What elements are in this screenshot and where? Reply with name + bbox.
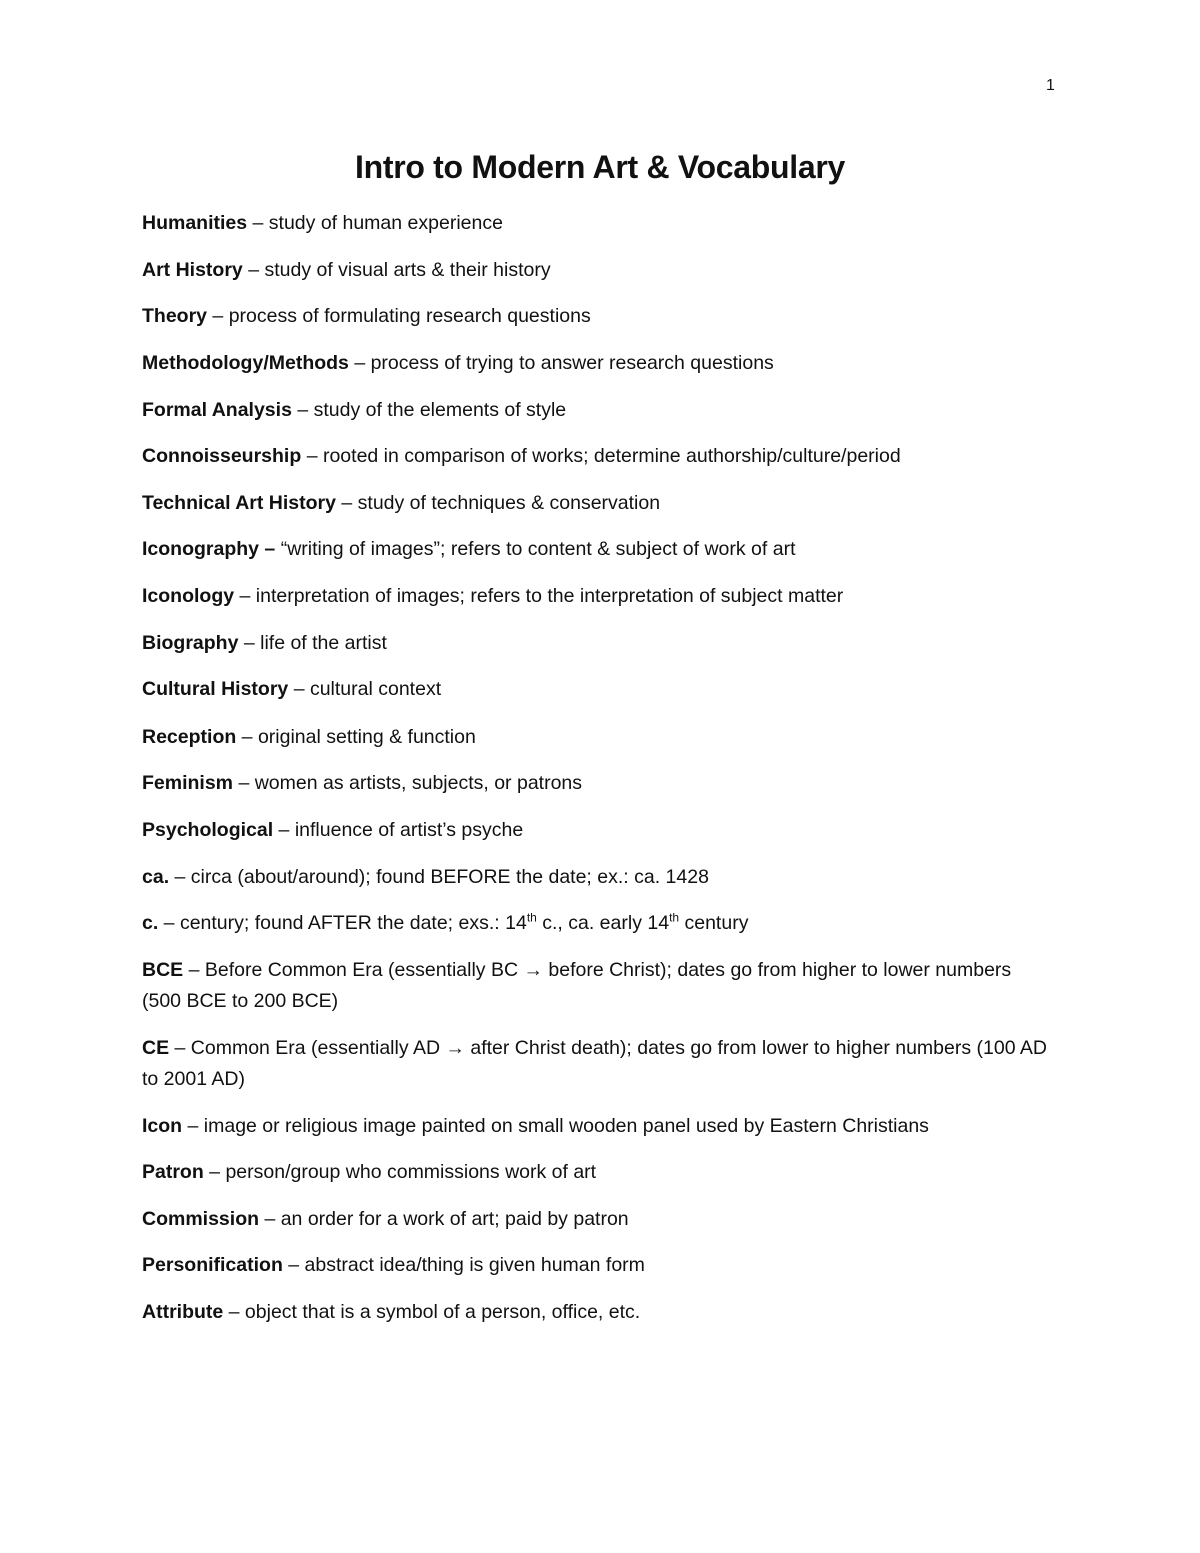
definition: c., ca. early 14 <box>536 912 670 934</box>
term: Cultural History <box>142 678 289 700</box>
definition: – process of formulating research questions <box>207 305 591 327</box>
entry-iconology <box>142 581 1062 612</box>
definition: – rooted in comparison of works; determine authorship/culture/period <box>301 445 901 467</box>
definition: – study of the elements of style <box>291 399 567 421</box>
term: Iconology <box>142 585 235 607</box>
superscript: th <box>669 910 680 925</box>
entry-bce <box>142 955 1022 1017</box>
term: Formal Analysis <box>142 399 292 421</box>
definition: – process of trying to answer research questions <box>348 352 774 374</box>
term: Attribute <box>142 1301 224 1323</box>
definition: “writing of images”; refers to content & subject of work of art <box>275 538 796 560</box>
definition: – an order for a work of art; paid by patron <box>259 1208 629 1230</box>
term: Feminism <box>142 772 234 794</box>
term: Reception <box>142 726 237 748</box>
definition: – original setting & function <box>236 726 476 748</box>
entry-biography <box>142 628 1062 659</box>
term: ca. <box>142 866 170 888</box>
definition: – object that is a symbol of a person, office, etc. <box>223 1301 641 1323</box>
term: Technical Art History <box>142 492 336 514</box>
entry-cultural-history <box>142 674 1062 705</box>
entry-attribute <box>142 1297 1062 1328</box>
definition: – Common Era (essentially AD → after Christ death); dates go from lower to higher numbers (100 AD to 2001 AD) <box>142 1037 1047 1090</box>
entry-personification <box>142 1250 1062 1281</box>
term: Connoisseurship <box>142 445 302 467</box>
entry-connoisseurship <box>142 441 1062 472</box>
entry-theory <box>142 301 1062 332</box>
entry-century <box>142 908 1062 939</box>
entry-iconography <box>142 534 1062 565</box>
definition: – circa (about/around); found BEFORE the date; ex.: ca. 1428 <box>169 866 709 888</box>
entry-circa <box>142 862 1062 893</box>
definition: century <box>679 912 749 934</box>
definition: – life of the artist <box>238 632 387 654</box>
superscript: th <box>526 910 537 925</box>
definition: – study of human experience <box>247 212 503 234</box>
page-title: Intro to Modern Art & Vocabulary <box>355 149 845 185</box>
definition: – cultural context <box>288 678 442 700</box>
term: CE <box>142 1037 170 1059</box>
term: Psychological <box>142 819 274 841</box>
definition: – study of techniques & conservation <box>335 492 661 514</box>
entry-methodology <box>142 348 1062 379</box>
entry-psychological <box>142 815 1062 846</box>
term: c. <box>142 912 159 934</box>
term: Icon <box>142 1115 183 1137</box>
definition: – Before Common Era (essentially BC → before Christ); dates go from higher to lower numbers (500 BCE to 200 BCE) <box>142 959 1012 1012</box>
entry-humanities <box>142 208 1062 239</box>
entry-art-history <box>142 255 1062 286</box>
definition: – abstract idea/thing is given human form <box>282 1254 645 1276</box>
term: Personification <box>142 1254 283 1276</box>
term: Patron <box>142 1161 204 1183</box>
definition: – study of visual arts & their history <box>242 259 551 281</box>
term: Methodology/Methods <box>142 352 349 374</box>
entry-patron <box>142 1157 1062 1188</box>
entry-feminism <box>142 768 1062 799</box>
entry-icon <box>142 1111 1062 1142</box>
entry-formal-analysis <box>142 395 1062 426</box>
term: Theory <box>142 305 208 327</box>
term: Biography <box>142 632 239 654</box>
definition: – century; found AFTER the date; exs.: 14 <box>158 912 527 934</box>
entry-reception <box>142 722 1062 753</box>
definition: – image or religious image painted on small wooden panel used by Eastern Christians <box>182 1115 929 1137</box>
term: Commission <box>142 1208 260 1230</box>
term: Humanities <box>142 212 248 234</box>
definition: – influence of artist’s psyche <box>273 819 524 841</box>
entry-technical-art-history <box>142 488 1062 519</box>
definition: – person/group who commissions work of art <box>203 1161 597 1183</box>
entry-commission <box>142 1204 1062 1235</box>
entry-ce <box>142 1033 1062 1095</box>
page-number: 1 <box>1046 77 1055 94</box>
term: BCE <box>142 959 184 981</box>
term: Art History <box>142 259 243 281</box>
term: Iconography – <box>142 538 276 560</box>
definition: – interpretation of images; refers to the interpretation of subject matter <box>234 585 844 607</box>
definition: – women as artists, subjects, or patrons <box>233 772 583 794</box>
